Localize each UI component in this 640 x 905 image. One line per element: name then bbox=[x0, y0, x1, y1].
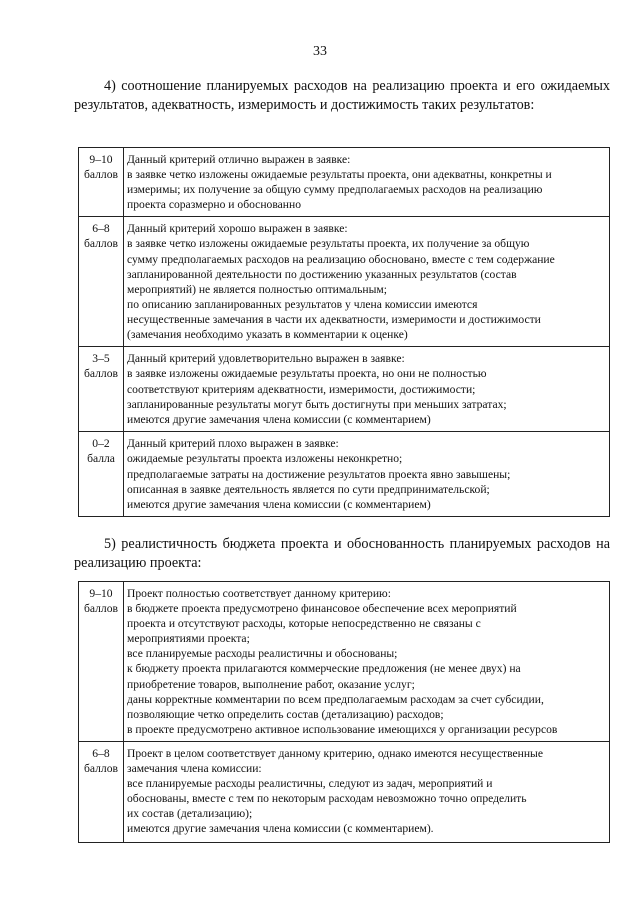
description-line: Данный критерий хорошо выражен в заявке: bbox=[127, 222, 348, 236]
score-range: 3–5 bbox=[92, 352, 110, 366]
section-5-criteria-table bbox=[78, 581, 610, 843]
description-line: проекта и отсутствуют расходы, которые непосредственно не связаны с bbox=[127, 617, 481, 631]
description-line: имеются другие замечания члена комиссии (с комментарием). bbox=[127, 822, 434, 836]
description-line: Данный критерий плохо выражен в заявке: bbox=[127, 437, 339, 451]
score-range: 0–2 bbox=[92, 437, 110, 451]
description-cell bbox=[124, 347, 610, 432]
description-line: в заявке изложены ожидаемые результаты проекта, но они не полностью bbox=[127, 367, 487, 381]
description-line: описанная в заявке деятельность является по сути предпринимательской; bbox=[127, 482, 490, 496]
score-unit: баллов bbox=[84, 762, 118, 776]
description-line: (замечания необходимо указать в комментарии к оценке) bbox=[127, 328, 408, 342]
description-line: проекта соразмерно и обоснованно bbox=[127, 198, 302, 212]
score-range: 6–8 bbox=[92, 747, 110, 760]
criteria-row bbox=[79, 432, 610, 517]
score-unit: баллов bbox=[84, 237, 118, 251]
score-range: 6–8 bbox=[92, 222, 110, 236]
criteria-row bbox=[79, 742, 610, 843]
description-line: все планируемые расходы реалистичны и обоснованы; bbox=[127, 647, 398, 661]
description-line: предполагаемые затраты на достижение результатов проекта явно завышены; bbox=[127, 467, 511, 481]
description-line: к бюджету проекта прилагаются коммерческие предложения (не менее двух) на bbox=[127, 662, 521, 676]
description-line: Данный критерий отлично выражен в заявке: bbox=[127, 153, 351, 166]
description-line: в заявке четко изложены ожидаемые результаты проекта, их получение за общую bbox=[127, 237, 530, 251]
score-unit: баллов bbox=[84, 168, 118, 182]
score-cell bbox=[79, 217, 124, 347]
description-line: обоснованы, вместе с тем по некоторым расходам невозможно точно определить bbox=[127, 792, 527, 806]
score-cell bbox=[79, 432, 124, 517]
description-line: сумму предполагаемых расходов на реализацию обосновано, вместе с тем содержание bbox=[127, 252, 555, 266]
description-line: ожидаемые результаты проекта изложены неконкретно; bbox=[127, 452, 403, 466]
criteria-row bbox=[79, 217, 610, 347]
score-cell bbox=[79, 347, 124, 432]
description-cell bbox=[124, 582, 610, 742]
description-line: несущественные замечания в части их адекватности, измеримости и достижимости bbox=[127, 312, 541, 326]
score-unit: баллов bbox=[84, 602, 118, 616]
score-cell bbox=[79, 148, 124, 217]
description-line: замечания члена комиссии: bbox=[127, 762, 262, 776]
description-cell bbox=[124, 432, 610, 517]
description-line: позволяющие четко определить состав (детализацию) расходов; bbox=[127, 707, 444, 721]
description-cell bbox=[124, 148, 610, 217]
description-line: все планируемые расходы реалистичны, следуют из задач, мероприятий и bbox=[127, 777, 493, 791]
score-unit: балла bbox=[87, 452, 115, 466]
score-range: 9–10 bbox=[89, 587, 113, 600]
criteria-row bbox=[79, 148, 610, 217]
description-line: запланированной деятельности по достижению указанных результатов (состав bbox=[127, 267, 517, 281]
score-cell bbox=[79, 742, 124, 843]
score-cell bbox=[79, 582, 124, 742]
description-line: их состав (детализацию); bbox=[127, 807, 253, 821]
description-line: имеются другие замечания члена комиссии (с комментарием) bbox=[127, 412, 431, 426]
description-cell bbox=[124, 217, 610, 347]
description-line: приобретение товаров, выполнение работ, оказание услуг; bbox=[127, 677, 415, 691]
description-line: Данный критерий удовлетворительно выражен в заявке: bbox=[127, 352, 405, 366]
description-line: в заявке четко изложены ожидаемые результаты проекта, они адекватны, конкретны и bbox=[127, 168, 552, 182]
section-4-criteria-table bbox=[78, 147, 610, 517]
description-line: Проект в целом соответствует данному критерию, однако имеются несущественные bbox=[127, 747, 543, 760]
description-line: в бюджете проекта предусмотрено финансовое обеспечение всех мероприятий bbox=[127, 602, 517, 616]
section-5-heading: 5) реалистичность бюджета проекта и обоснованность планируемых расходов на реализацию проекта: bbox=[74, 536, 610, 571]
description-line: измеримы; их получение за общую сумму предполагаемых расходов на реализацию bbox=[127, 183, 543, 197]
page-number: 33 bbox=[313, 44, 327, 59]
score-unit: баллов bbox=[84, 367, 118, 381]
description-line: Проект полностью соответствует данному критерию: bbox=[127, 587, 391, 600]
score-range: 9–10 bbox=[89, 153, 113, 166]
description-line: по описанию запланированных результатов у члена комиссии имеются bbox=[127, 297, 478, 311]
description-line: запланированные результаты могут быть достигнуты при меньших затратах; bbox=[127, 397, 507, 411]
description-line: в проекте предусмотрено активное использование имеющихся у организации ресурсов bbox=[127, 722, 558, 736]
description-line: мероприятиями проекта; bbox=[127, 632, 250, 646]
section-4-heading: 4) соотношение планируемых расходов на реализацию проекта и его ожидаемых результатов, адекватность, измеримость и достижимость таких результатов: bbox=[74, 78, 610, 113]
description-line: соответствуют критериям адекватности, измеримости, достижимости; bbox=[127, 382, 476, 396]
criteria-row bbox=[79, 347, 610, 432]
description-cell bbox=[124, 742, 610, 843]
description-line: мероприятий) не является полностью оптимальным; bbox=[127, 282, 387, 296]
criteria-row bbox=[79, 582, 610, 742]
description-line: имеются другие замечания члена комиссии (с комментарием) bbox=[127, 497, 431, 511]
description-line: даны корректные комментарии по всем предполагаемым расходам за счет субсидии, bbox=[127, 692, 544, 706]
